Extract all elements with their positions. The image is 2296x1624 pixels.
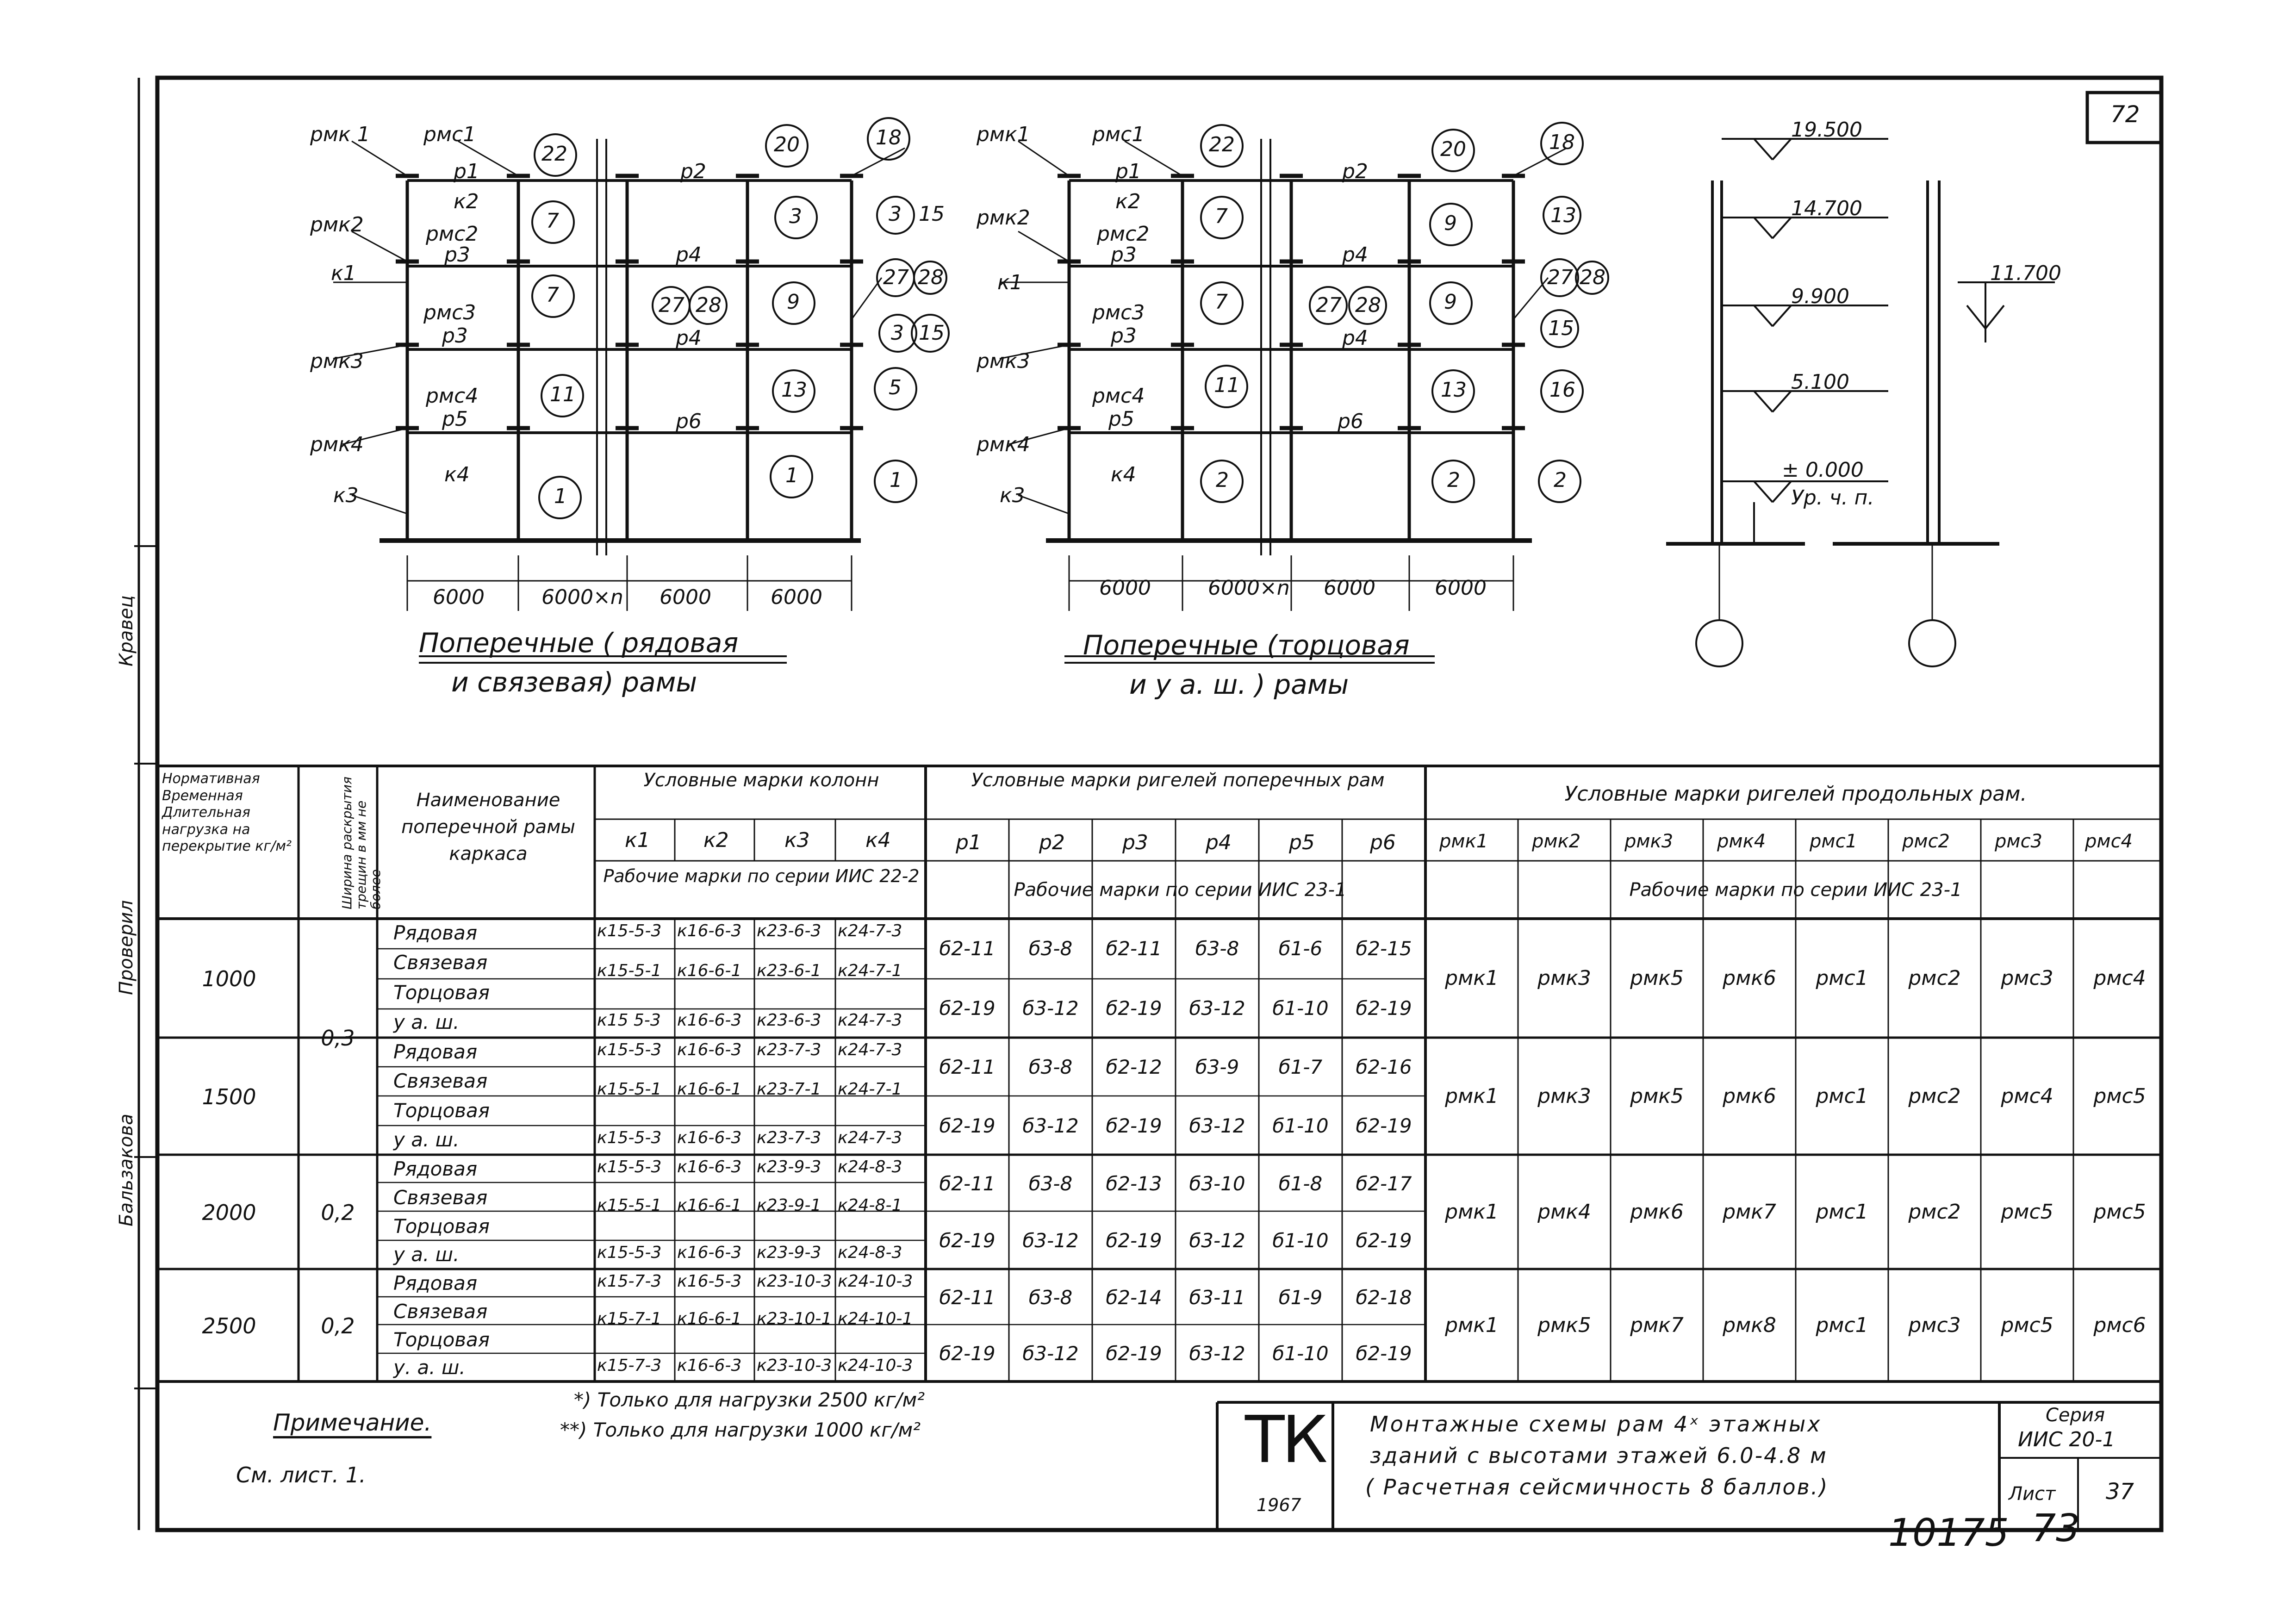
callout-27r: 27 bbox=[883, 266, 909, 289]
r-label-pmc1: рмс1 bbox=[1092, 123, 1145, 146]
frame-name: у а. ш. bbox=[393, 1010, 460, 1033]
cross-mark: б2-19 bbox=[1106, 1229, 1162, 1252]
label-p5: р5 bbox=[442, 407, 468, 431]
callout-1a: 1 bbox=[554, 485, 567, 508]
column-mark: к15-7-1 bbox=[597, 1309, 662, 1329]
r-callout-28: 28 bbox=[1355, 293, 1381, 317]
column-mark: к23-10-3 bbox=[757, 1356, 832, 1375]
left-caption-1: Поперечные ( рядовая bbox=[419, 627, 739, 659]
level-19500: 19.500 bbox=[1791, 118, 1862, 142]
hdr-p2: р2 bbox=[1039, 831, 1065, 854]
hdr-pmk2: рмк2 bbox=[1532, 831, 1581, 852]
long-mark: рмк8 bbox=[1723, 1313, 1776, 1337]
cross-mark: б2-14 bbox=[1106, 1286, 1162, 1309]
long-mark: рмс5 bbox=[2001, 1313, 2053, 1337]
callout-9: 9 bbox=[787, 290, 800, 314]
cross-mark: б1-10 bbox=[1272, 1229, 1329, 1252]
r-label-pmc3: рмс3 bbox=[1092, 301, 1145, 324]
cross-mark: б2-19 bbox=[939, 996, 996, 1020]
cross-mark: б2-19 bbox=[1356, 1114, 1412, 1137]
cross-mark: б2-15 bbox=[1356, 937, 1412, 960]
cross-mark: б3-12 bbox=[1022, 1114, 1079, 1137]
hdr-name: Наименование поперечной рамы каркаса bbox=[401, 790, 575, 865]
column-mark: к16-6-3 bbox=[677, 1356, 742, 1375]
long-mark: рмс1 bbox=[1816, 1200, 1868, 1224]
cross-mark: б1-7 bbox=[1278, 1056, 1323, 1079]
callout-15a: 15 bbox=[919, 202, 945, 226]
cross-mark: б2-11 bbox=[939, 1172, 996, 1195]
cross-mark: б3-12 bbox=[1189, 1229, 1245, 1252]
label-p4b: р4 bbox=[676, 326, 702, 350]
sheet-number: 72 bbox=[2110, 101, 2140, 128]
hdr-pmk1: рмк1 bbox=[1439, 831, 1488, 852]
column-mark: к24-7-3 bbox=[838, 1040, 902, 1059]
cross-mark: б1-10 bbox=[1272, 996, 1329, 1020]
row-load: 1000 bbox=[202, 966, 256, 991]
left-caption-2: и связевая) рамы bbox=[451, 666, 697, 698]
label-k1: к1 bbox=[331, 261, 356, 285]
logo-tk: ТК bbox=[1245, 1402, 1325, 1478]
callout-7b: 7 bbox=[546, 283, 559, 307]
long-mark: рмк7 bbox=[1723, 1200, 1776, 1224]
cross-mark: б2-19 bbox=[1106, 1342, 1162, 1365]
column-mark: к23-10-3 bbox=[757, 1272, 832, 1291]
long-mark: рмс1 bbox=[1816, 966, 1868, 990]
callout-1c: 1 bbox=[890, 468, 902, 492]
r-label-pmk3: рмк3 bbox=[977, 349, 1030, 373]
hdr-pmk4: рмк4 bbox=[1717, 831, 1766, 852]
row-load: 2500 bbox=[202, 1313, 256, 1338]
column-mark: к15-5-1 bbox=[597, 961, 662, 981]
note-2: **) Только для нагрузки 1000 кг/м² bbox=[560, 1419, 921, 1441]
series-value: ИИС 20-1 bbox=[2018, 1428, 2116, 1451]
r-callout-16: 16 bbox=[1549, 378, 1575, 402]
cross-mark: б2-13 bbox=[1106, 1172, 1162, 1195]
callout-18: 18 bbox=[876, 126, 902, 149]
r-label-p6: р6 bbox=[1338, 410, 1363, 433]
hdr-columns: Условные марки колонн bbox=[643, 770, 879, 791]
column-mark: к16-6-1 bbox=[677, 1195, 742, 1215]
title-line-2: зданий с высотами этажей 6.0-4.8 м bbox=[1370, 1443, 1828, 1468]
r-label-p1: р1 bbox=[1115, 160, 1141, 183]
r-dim-1: 6000 bbox=[1099, 576, 1151, 600]
column-mark: к15-5-3 bbox=[597, 1243, 662, 1263]
archive-stamp: 10175 bbox=[1888, 1511, 2009, 1555]
callout-13: 13 bbox=[781, 378, 807, 402]
frame-name: Рядовая bbox=[393, 1040, 478, 1063]
r-label-pmk4: рмк4 bbox=[977, 433, 1030, 456]
label-p1: р1 bbox=[454, 160, 479, 183]
long-mark: рмк3 bbox=[1537, 966, 1591, 990]
cross-mark: б3-12 bbox=[1189, 996, 1245, 1020]
cross-mark: б1-9 bbox=[1278, 1286, 1323, 1309]
long-mark: рмк5 bbox=[1630, 1084, 1684, 1108]
level-floor: Ур. ч. п. bbox=[1791, 486, 1874, 510]
callout-3: 3 bbox=[789, 205, 802, 228]
frame-name: Торцовая bbox=[393, 981, 490, 1004]
note-title: Примечание. bbox=[273, 1409, 432, 1436]
hdr-k2: к2 bbox=[703, 828, 729, 852]
column-mark: к24-7-1 bbox=[838, 961, 902, 981]
column-mark: к24-7-3 bbox=[838, 1010, 902, 1030]
hdr-pmk3: рмк3 bbox=[1624, 831, 1674, 852]
label-pmk3: рмк3 bbox=[310, 349, 364, 373]
long-mark: рмс3 bbox=[1908, 1313, 1961, 1337]
level-5100: 5.100 bbox=[1791, 370, 1849, 394]
column-mark: к16-6-1 bbox=[677, 1079, 742, 1099]
long-mark: рмс3 bbox=[2001, 966, 2053, 990]
note-1: *) Только для нагрузки 2500 кг/м² bbox=[574, 1388, 925, 1411]
label-k2: к2 bbox=[454, 190, 479, 213]
r-callout-13: 13 bbox=[1441, 378, 1467, 402]
cross-mark: б3-10 bbox=[1189, 1172, 1245, 1195]
frame-name: у а. ш. bbox=[393, 1128, 460, 1151]
column-mark: к16-6-3 bbox=[677, 1010, 742, 1030]
long-mark: рмк6 bbox=[1630, 1200, 1684, 1224]
level-0000: ± 0.000 bbox=[1782, 458, 1864, 482]
page-number: 73 bbox=[2032, 1506, 2080, 1550]
frame-name: Связевая bbox=[393, 951, 488, 974]
long-mark: рмк6 bbox=[1723, 1084, 1776, 1108]
cross-mark: б2-11 bbox=[939, 1056, 996, 1079]
cross-mark: б1-10 bbox=[1272, 1114, 1329, 1137]
callout-7a: 7 bbox=[546, 209, 559, 233]
label-p3a: р3 bbox=[444, 243, 470, 267]
r-callout-13r: 13 bbox=[1550, 204, 1576, 227]
column-mark: к24-8-3 bbox=[838, 1243, 902, 1263]
cross-mark: б2-11 bbox=[1106, 937, 1162, 960]
label-k4: к4 bbox=[444, 463, 470, 486]
hdr-columns-series: Рабочие марки по серии ИИС 22-2 bbox=[603, 866, 920, 886]
frame-name: Торцовая bbox=[393, 1328, 490, 1351]
column-mark: к23-6-1 bbox=[757, 961, 821, 981]
callout-11: 11 bbox=[550, 383, 576, 406]
frame-name: Связевая bbox=[393, 1186, 488, 1209]
callout-22: 22 bbox=[541, 142, 567, 166]
column-mark: к23-7-3 bbox=[757, 1128, 821, 1147]
cross-mark: б2-19 bbox=[1106, 996, 1162, 1020]
r-callout-7a: 7 bbox=[1215, 205, 1228, 228]
r-callout-20: 20 bbox=[1440, 137, 1466, 161]
column-mark: к15-5-3 bbox=[597, 1128, 662, 1147]
long-mark: рмс4 bbox=[2093, 966, 2146, 990]
hdr-load: Нормативная Временная Длительная нагрузка на перекрытие кг/м² bbox=[162, 771, 292, 855]
label-pmc4: рмс4 bbox=[426, 384, 479, 408]
long-mark: рмс5 bbox=[2001, 1200, 2053, 1224]
right-caption-2: и у а. ш. ) рамы bbox=[1129, 669, 1349, 700]
dim-2: 6000×n bbox=[541, 585, 623, 609]
long-mark: рмс1 bbox=[1816, 1313, 1868, 1337]
cross-mark: б3-12 bbox=[1022, 1229, 1079, 1252]
cross-mark: б1-6 bbox=[1278, 937, 1323, 960]
column-mark: к16-5-3 bbox=[677, 1272, 742, 1291]
long-mark: рмк1 bbox=[1445, 966, 1499, 990]
r-callout-9b: 9 bbox=[1444, 290, 1457, 314]
column-mark: к23-7-3 bbox=[757, 1040, 821, 1059]
long-mark: рмс1 bbox=[1816, 1084, 1868, 1108]
long-mark: рмк1 bbox=[1445, 1084, 1499, 1108]
label-pmc1: рмс1 bbox=[423, 123, 476, 146]
column-mark: к15-5-1 bbox=[597, 1079, 662, 1099]
hdr-long: Условные марки ригелей продольных рам. bbox=[1564, 782, 2027, 806]
row-crack: 0,3 bbox=[321, 1026, 355, 1051]
dim-4: 6000 bbox=[771, 585, 822, 609]
cross-mark: б2-17 bbox=[1356, 1172, 1412, 1195]
column-mark: к24-8-3 bbox=[838, 1157, 902, 1176]
cross-mark: б2-19 bbox=[1106, 1114, 1162, 1137]
frame-name: Торцовая bbox=[393, 1099, 490, 1122]
cross-mark: б2-19 bbox=[939, 1342, 996, 1365]
r-label-k4: к4 bbox=[1111, 463, 1136, 486]
r-callout-22: 22 bbox=[1209, 133, 1235, 156]
long-mark: рмс2 bbox=[1908, 1084, 1961, 1108]
cross-mark: б3-12 bbox=[1022, 996, 1079, 1020]
title-year: 1967 bbox=[1257, 1495, 1301, 1515]
column-mark: к24-8-1 bbox=[838, 1195, 902, 1215]
column-mark: к16-6-3 bbox=[677, 1128, 742, 1147]
cross-mark: б3-8 bbox=[1028, 937, 1073, 960]
hdr-p5: р5 bbox=[1289, 831, 1315, 854]
callout-28r: 28 bbox=[918, 266, 944, 289]
r-callout-18: 18 bbox=[1549, 131, 1575, 154]
hdr-p6: р6 bbox=[1370, 831, 1396, 854]
label-pmk4: рмк4 bbox=[310, 433, 364, 456]
frame-name: у а. ш. bbox=[393, 1243, 460, 1266]
column-mark: к15-7-3 bbox=[597, 1356, 662, 1375]
hdr-pmc4: рмс4 bbox=[2085, 831, 2133, 852]
column-mark: к23-9-1 bbox=[757, 1195, 821, 1215]
r-label-p4a: р4 bbox=[1342, 243, 1368, 267]
r-callout-2a: 2 bbox=[1216, 468, 1229, 492]
cross-mark: б2-19 bbox=[939, 1229, 996, 1252]
r-label-k1: к1 bbox=[997, 271, 1023, 294]
column-mark: к23-9-3 bbox=[757, 1157, 821, 1176]
long-mark: рмк3 bbox=[1537, 1084, 1591, 1108]
callout-15b: 15 bbox=[919, 321, 945, 345]
r-callout-27: 27 bbox=[1316, 293, 1342, 317]
hdr-pmc3: рмс3 bbox=[1995, 831, 2043, 852]
r-label-p4b: р4 bbox=[1342, 326, 1368, 350]
cross-mark: б2-18 bbox=[1356, 1286, 1412, 1309]
label-p3b: р3 bbox=[442, 324, 468, 348]
column-mark: к23-10-1 bbox=[757, 1309, 832, 1329]
label-p6: р6 bbox=[676, 410, 702, 433]
column-mark: к15-7-3 bbox=[597, 1272, 662, 1291]
level-14700: 14.700 bbox=[1791, 197, 1862, 220]
r-dim-2: 6000×n bbox=[1208, 576, 1290, 600]
cross-mark: б3-8 bbox=[1195, 937, 1239, 960]
column-mark: к16-6-3 bbox=[677, 921, 742, 940]
cross-mark: б3-8 bbox=[1028, 1172, 1073, 1195]
column-mark: к24-7-3 bbox=[838, 921, 902, 940]
r-label-pmc2: рмс2 bbox=[1097, 222, 1150, 246]
r-label-k3: к3 bbox=[1000, 484, 1025, 507]
long-mark: рмк4 bbox=[1537, 1200, 1591, 1224]
long-mark: рмс2 bbox=[1908, 966, 1961, 990]
hdr-p4: р4 bbox=[1206, 831, 1232, 854]
sheet-value: 37 bbox=[2106, 1479, 2134, 1505]
r-callout-27r: 27 bbox=[1547, 266, 1573, 289]
long-mark: рмк5 bbox=[1537, 1313, 1591, 1337]
hdr-pmc1: рмс1 bbox=[1810, 831, 1858, 852]
column-mark: к23-6-3 bbox=[757, 1010, 821, 1030]
r-callout-15: 15 bbox=[1548, 317, 1574, 340]
r-label-k2: к2 bbox=[1115, 190, 1141, 213]
label-p2: р2 bbox=[680, 160, 706, 183]
column-mark: к15-5-3 bbox=[597, 1157, 662, 1176]
cross-mark: б2-19 bbox=[1356, 1229, 1412, 1252]
frame-name: Торцовая bbox=[393, 1214, 490, 1238]
cross-mark: б3-9 bbox=[1195, 1056, 1239, 1079]
hdr-p1: р1 bbox=[956, 831, 982, 854]
cross-mark: б3-8 bbox=[1028, 1056, 1073, 1079]
frame-name: Рядовая bbox=[393, 921, 478, 944]
cross-mark: б1-8 bbox=[1278, 1172, 1323, 1195]
row-load: 1500 bbox=[202, 1084, 256, 1109]
r-label-p3b: р3 bbox=[1111, 324, 1137, 348]
series-label: Серия bbox=[2046, 1405, 2105, 1426]
hdr-cross-series: Рабочие марки по серии ИИС 23-1 bbox=[1014, 879, 1347, 901]
r-dim-4: 6000 bbox=[1435, 576, 1487, 600]
r-label-p5: р5 bbox=[1108, 407, 1134, 431]
right-caption-1: Поперечные (торцовая bbox=[1083, 629, 1410, 661]
column-mark: к15-5-3 bbox=[597, 1040, 662, 1059]
hdr-long-series: Рабочие марки по серии ИИС 23-1 bbox=[1629, 879, 1962, 901]
r-callout-2c: 2 bbox=[1554, 468, 1567, 492]
column-mark: к16-6-1 bbox=[677, 1309, 742, 1329]
row-crack: 0,2 bbox=[321, 1200, 355, 1225]
long-mark: рмс4 bbox=[2001, 1084, 2053, 1108]
r-callout-11: 11 bbox=[1214, 373, 1240, 397]
r-callout-2b: 2 bbox=[1447, 468, 1460, 492]
column-mark: к24-7-3 bbox=[838, 1128, 902, 1147]
label-pmc2: рмс2 bbox=[426, 222, 479, 246]
cross-mark: б3-12 bbox=[1022, 1342, 1079, 1365]
callout-1b: 1 bbox=[785, 464, 798, 487]
side-label-1: Кравец bbox=[116, 595, 137, 666]
long-mark: рмк6 bbox=[1723, 966, 1776, 990]
r-label-pmk1: рмк1 bbox=[977, 123, 1030, 146]
column-mark: к24-10-1 bbox=[838, 1309, 913, 1329]
column-mark: к15 5-3 bbox=[597, 1010, 661, 1030]
long-mark: рмк5 bbox=[1630, 966, 1684, 990]
r-label-p2: р2 bbox=[1342, 160, 1368, 183]
title-line-1: Монтажные схемы рам 4ˣ этажных bbox=[1370, 1412, 1822, 1437]
long-mark: рмк1 bbox=[1445, 1200, 1499, 1224]
r-callout-9a: 9 bbox=[1444, 212, 1457, 235]
long-mark: рмс5 bbox=[2093, 1200, 2146, 1224]
column-mark: к23-7-1 bbox=[757, 1079, 821, 1099]
frame-name: Рядовая bbox=[393, 1157, 478, 1180]
column-mark: к23-9-3 bbox=[757, 1243, 821, 1263]
side-label-3: Бальзакова bbox=[116, 1114, 137, 1226]
column-mark: к23-6-3 bbox=[757, 921, 821, 940]
cross-mark: б3-11 bbox=[1189, 1286, 1245, 1309]
title-line-3: ( Расчетная сейсмичность 8 баллов.) bbox=[1365, 1475, 1829, 1500]
cross-mark: б2-19 bbox=[1356, 1342, 1412, 1365]
column-mark: к16-6-1 bbox=[677, 961, 742, 981]
cross-mark: б2-19 bbox=[1356, 996, 1412, 1020]
cross-mark: б2-16 bbox=[1356, 1056, 1412, 1079]
hdr-p3: р3 bbox=[1122, 831, 1148, 854]
frame-name: у. а. ш. bbox=[393, 1356, 466, 1379]
cross-mark: б2-11 bbox=[939, 1286, 996, 1309]
column-mark: к16-6-3 bbox=[677, 1040, 742, 1059]
long-mark: рмс5 bbox=[2093, 1084, 2146, 1108]
column-mark: к24-10-3 bbox=[838, 1272, 913, 1291]
note-see: См. лист. 1. bbox=[236, 1462, 366, 1487]
r-callout-28r: 28 bbox=[1580, 266, 1605, 289]
cross-mark: б3-8 bbox=[1028, 1286, 1073, 1309]
r-label-pmk2: рмк2 bbox=[977, 206, 1030, 230]
column-mark: к15-5-3 bbox=[597, 921, 662, 940]
label-k3: к3 bbox=[333, 484, 359, 507]
label-p4a: р4 bbox=[676, 243, 702, 267]
column-mark: к24-7-1 bbox=[838, 1079, 902, 1099]
level-9900: 9.900 bbox=[1791, 285, 1849, 308]
callout-27: 27 bbox=[659, 293, 684, 317]
label-pmc3: рмс3 bbox=[423, 301, 476, 324]
dim-1: 6000 bbox=[433, 585, 485, 609]
hdr-k1: к1 bbox=[625, 828, 650, 852]
row-load: 2000 bbox=[202, 1200, 256, 1225]
level-11700: 11.700 bbox=[1990, 261, 2061, 285]
callout-28: 28 bbox=[696, 293, 722, 317]
column-mark: к16-6-3 bbox=[677, 1157, 742, 1176]
callout-5: 5 bbox=[889, 376, 902, 399]
frame-name: Связевая bbox=[393, 1300, 488, 1323]
cross-mark: б2-11 bbox=[939, 937, 996, 960]
long-mark: рмк7 bbox=[1630, 1313, 1684, 1337]
cross-mark: б2-19 bbox=[939, 1114, 996, 1137]
callout-20: 20 bbox=[774, 133, 800, 156]
r-callout-7b: 7 bbox=[1215, 290, 1228, 314]
column-mark: к24-10-3 bbox=[838, 1356, 913, 1375]
hdr-cross: Условные марки ригелей поперечных рам bbox=[971, 770, 1385, 791]
r-label-p3a: р3 bbox=[1111, 243, 1137, 267]
cross-mark: б3-12 bbox=[1189, 1114, 1245, 1137]
hdr-k3: к3 bbox=[784, 828, 810, 852]
cross-mark: б1-10 bbox=[1272, 1342, 1329, 1365]
dim-3: 6000 bbox=[660, 585, 711, 609]
frame-name: Рядовая bbox=[393, 1272, 478, 1294]
hdr-pmc2: рмс2 bbox=[1902, 831, 1950, 852]
r-dim-3: 6000 bbox=[1324, 576, 1375, 600]
side-label-2: Проверил bbox=[116, 900, 137, 995]
callout-3-star: 3 bbox=[889, 202, 902, 226]
long-mark: рмк1 bbox=[1445, 1313, 1499, 1337]
frame-name: Связевая bbox=[393, 1070, 488, 1093]
callout-3b: 3 bbox=[891, 321, 904, 345]
hdr-k4: к4 bbox=[865, 828, 891, 852]
r-label-pmc4: рмс4 bbox=[1092, 384, 1145, 408]
column-mark: к15-5-1 bbox=[597, 1195, 662, 1215]
sheet-label: Лист bbox=[2009, 1483, 2056, 1505]
row-crack: 0,2 bbox=[321, 1313, 355, 1338]
label-pmk2: рмк2 bbox=[310, 213, 364, 236]
long-mark: рмс6 bbox=[2093, 1313, 2146, 1337]
long-mark: рмс2 bbox=[1908, 1200, 1961, 1224]
cross-mark: б2-12 bbox=[1106, 1056, 1162, 1079]
hdr-crack: Ширина раскрытия трещин в мм не более bbox=[339, 777, 383, 909]
column-mark: к16-6-3 bbox=[677, 1243, 742, 1263]
label-pmk1: рмк 1 bbox=[310, 123, 370, 146]
cross-mark: б3-12 bbox=[1189, 1342, 1245, 1365]
